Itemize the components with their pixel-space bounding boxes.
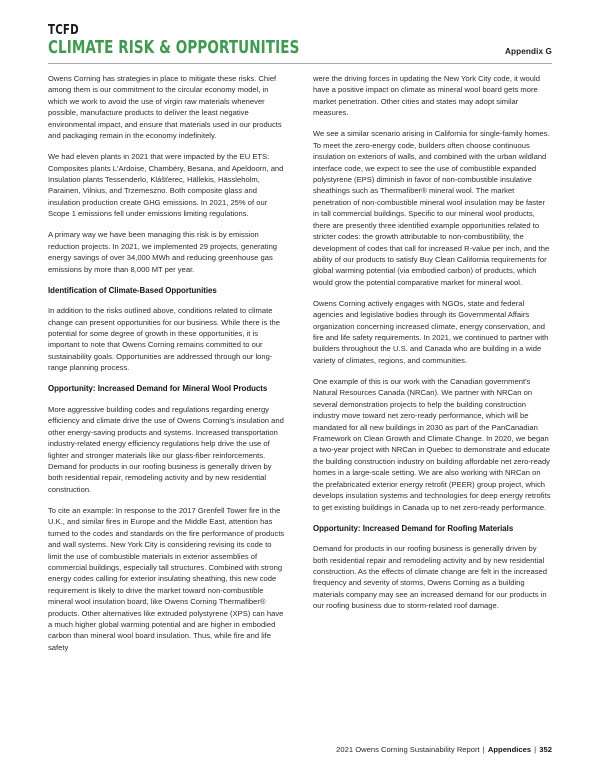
paragraph: Owens Corning actively engages with NGOs, state and federal agencies and legislative bodies through its Governmental Affairs organization concerning increased climate, energy conservation, and fire and life safety requirements. In 2021, we continued to partner with builders throughout the U.S. and Canada who are building in a wide variety of climates, regions, and communities. — [313, 298, 549, 365]
body-columns — [48, 73, 552, 653]
footer-report-title: 2021 Owens Corning Sustainability Report — [336, 745, 480, 754]
paragraph: Demand for products in our roofing business is generally driven by both residential repair and remodeling activity and by new residential construction. As the effects of climate change are felt in the increased frequency and severity of storms, Owens Corning as a building materials company may see an increased demand for our products in our roofing business due to storm-related roof damage. — [313, 544, 548, 611]
paragraph: Owens Corning has strategies in place to mitigate these risks. Chief among them is our commitment to the circular economy model, in which we work to avoid the use of virgin raw materials whenever possible, manufacture products to deliver the least negative environmental impact, and ensure that materials used in our products and packaging remain in the economy indefinitely. — [48, 74, 282, 141]
paragraph: We see a similar scenario arising in California for single-family homes. To meet the zero-energy code, builders often choose continuous insulation on exteriors of walls, and combined with the urban wildland interface code, we expect to see the use of combustible expanded polystyrene (EPS) diminish in favor of non-combustible insulative sheathings such as Thermafiber® mineral wool. The market penetration of non-combustible mineral wool insulation may be faster in tall commercial buildings. Specific to our mineral wool products, there are presently three identified example opportunities related to stricter codes: the growth attributable to non-combustibility, the development of codes that call for increased R-value per inch, and the ability of our products to satisfy Buy Clean California requirements for global warming potential (via embodied carbon) of products, which would grow the potential comparative market for mineral wool. — [313, 129, 550, 287]
footer-separator: | — [532, 745, 539, 754]
header-titles — [48, 24, 340, 58]
footer-separator: | — [480, 745, 487, 754]
left-column — [48, 73, 286, 653]
paragraph: More aggressive building codes and regulations regarding energy efficiency and climate drive the use of Owens Corning's insulation and other energy-saving products and systems. Increased transportation industry-related energy efficiency regulations help drive the use of lighter and stronger materials like our glass-fiber reinforcements. Demand for products in our roofing business is generally driven by both residential repair, remodeling activity and by new residential construction. — [48, 404, 284, 494]
right-column — [313, 73, 551, 653]
page-title: CLIMATE RISK & OPPORTUNITIES — [48, 38, 300, 58]
appendix-label: Appendix G — [505, 46, 552, 56]
section-subheading: Identification of Climate-Based Opportunities — [48, 285, 217, 295]
page-header — [48, 24, 552, 58]
paragraph: A primary way we have been managing this risk is by emission reduction projects. In 2021, we implemented 29 projects, generating energy savings of over 34,000 MWh and reducing greenhouse gas emissions by more than 8,000 MT per year. — [48, 230, 278, 274]
paragraph: were the driving forces in updating the New York City code, it would have a positive impact on climate as mineral wool board gets more market penetration. Other cities and states may adopt similar measures. — [313, 74, 540, 118]
header-divider — [48, 63, 552, 64]
header-row — [48, 24, 552, 58]
section-subheading: Opportunity: Increased Demand for Roofing Materials — [313, 523, 514, 533]
paragraph: To cite an example: In response to the 2017 Grenfell Tower fire in the U.K., and similar fires in Europe and the Middle East, attention has turned to the codes and standards on the fire performance of products and wall systems. New York City is considering revising its code to limit the use of combustible materials in exterior assemblies of commercial buildings, especially tall structures. Combined with strong energy codes calling for exterior insulating sheathing, this new code requirement is likely to drive the market toward non-combustible mineral wool insulation board, like Owens Corning Thermafiber® products. Other alternatives like extruded polystyrene (XPS) can have a much higher global warming potential and are higher in embodied carbon than mineral wool board insulation. Thus, while fire and life safety — [48, 505, 285, 652]
page-kicker: TCFD — [48, 23, 79, 38]
paragraph: One example of this is our work with the Canadian government's Natural Resources Canada (NRCan). We partner with NRCan on several demonstration projects to help the building construction industry move toward net zero-ready performance, which will be mandated for all new buildings in 2030 as part of the PanCanadian Framework on Clean Growth and Climate Change. In 2020, we began a two-year project with NRCan in Quebec to demonstrate and educate the building construction industry on building affordable net zero-ready homes in a large-scale setting. We are also working with NRCan on the prefabricated exterior energy retrofit (PEER) group project, which develops insulation systems and technologies for deep energy retrofits to get existing buildings in Canada up to net zero-ready performance. — [313, 376, 551, 512]
footer-page-number: 352 — [539, 745, 552, 754]
paragraph: We had eleven plants in 2021 that were impacted by the EU ETS: Composites plants L'Ardoise, Chambéry, Besana, and Apeldoorn, and Insulation plants Tessenderlo, Klášťerec, Hällekis, Hässleholm, Parainen, Vilnius, and Trzemeszno. Both composite glass and insulation production create GHG emissions. In 2021, 25% of our Scope 1 emissions fell under emissions limiting regulations. — [48, 152, 284, 219]
page-footer — [336, 745, 552, 754]
paragraph: In addition to the risks outlined above, conditions related to climate change can present opportunities for our business. While there is the potential for some degree of growth in these opportunities, it is important to note that Owens Corning remains committed to our sustainability goals. Opportunities are addressed through our long-range planning process. — [48, 306, 281, 373]
footer-section: Appendices — [487, 745, 532, 754]
section-subheading: Opportunity: Increased Demand for Mineral Wool Products — [48, 384, 268, 394]
